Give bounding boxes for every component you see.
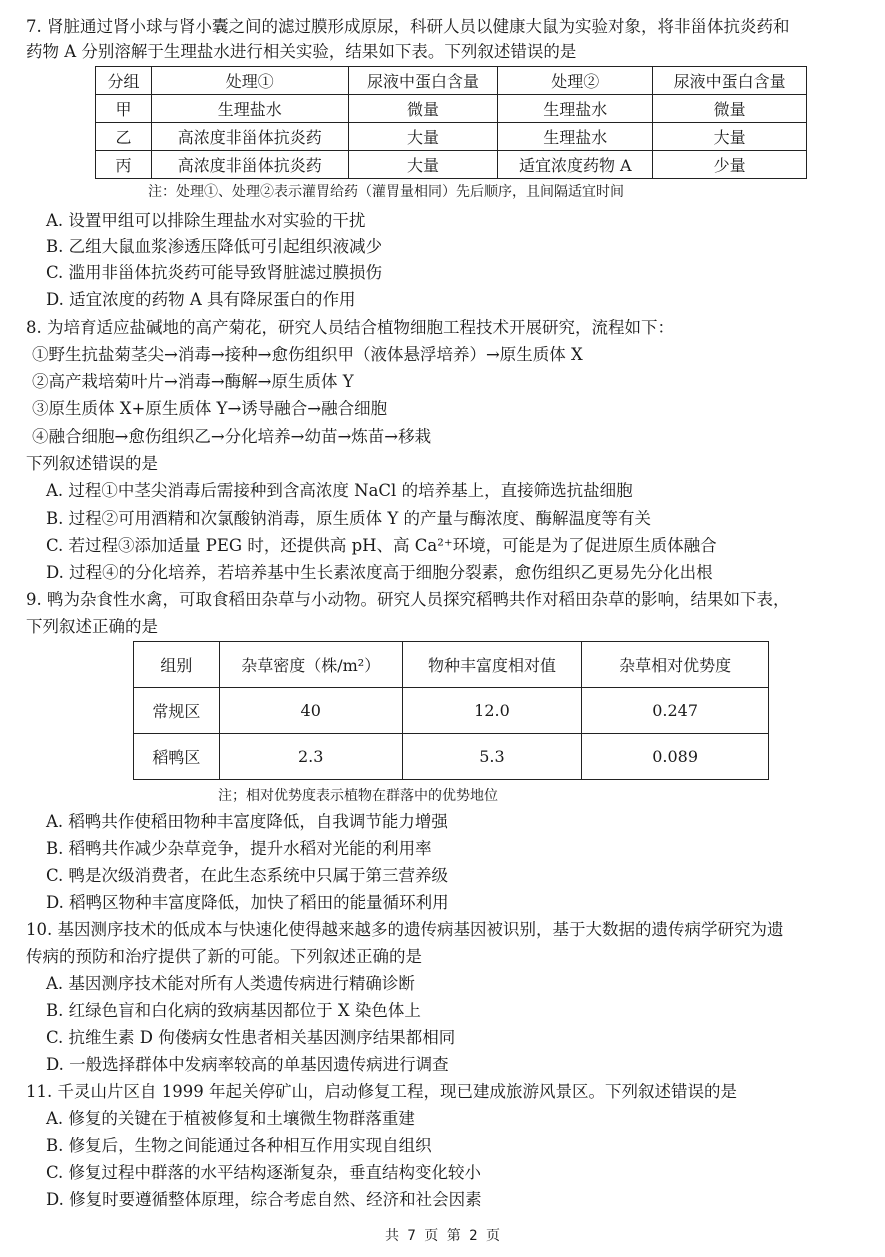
q9-stem-line2: 下列叙述正确的是 [26,617,158,636]
q11-stem: 11. 千灵山片区自 1999 年起关停矿山，启动修复工程，现已建成旅游风景区。下列叙述错误的是 [26,1082,737,1101]
table-cell: 少量 [653,151,807,179]
q9-option-a: A. 稻鸭共作使稻田物种丰富度降低，自我调节能力增强 [46,812,448,831]
table-cell: 大量 [653,123,807,151]
table-cell: 高浓度非甾体抗炎药 [151,123,348,151]
table-cell: 5.3 [402,734,582,780]
q8-step-4: ④融合细胞→愈伤组织乙→分化培养→幼苗→炼苗→移栽 [32,427,432,446]
page-footer: 共 7 页 第 2 页 [384,1228,500,1244]
table-header-cell: 物种丰富度相对值 [402,642,582,688]
table-cell: 0.247 [582,688,769,734]
table-row [96,151,807,179]
table-cell: 微量 [653,95,807,123]
q8-stem: 8. 为培育适应盐碱地的高产菊花，研究人员结合植物细胞工程技术开展研究，流程如下： [26,318,674,337]
table-header-cell: 组别 [134,642,220,688]
q8-option-a: A. 过程①中茎尖消毒后需接种到含高浓度 NaCl 的培养基上，直接筛选抗盐细胞 [46,481,633,500]
table-header-cell: 杂草相对优势度 [582,642,769,688]
table-header-cell: 杂草密度（株/m²） [219,642,402,688]
q11-option-a: A. 修复的关键在于植被修复和土壤微生物群落重建 [46,1109,415,1128]
q10-option-a: A. 基因测序技术能对所有人类遗传病进行精确诊断 [46,974,415,993]
q10-option-b: B. 红绿色盲和白化病的致病基因都位于 X 染色体上 [46,1001,421,1020]
table-cell: 40 [219,688,402,734]
table-cell: 微量 [348,95,498,123]
q11-option-b: B. 修复后，生物之间能通过各种相互作用实现自组织 [46,1136,432,1155]
q8-option-d: D. 过程④的分化培养，若培养基中生长素浓度高于细胞分裂素，愈伤组织乙更易先分化出根 [46,563,713,582]
table-cell: 常规区 [134,688,220,734]
table-header-cell: 尿液中蛋白含量 [348,67,498,95]
table-cell: 2.3 [219,734,402,780]
q11-option-d: D. 修复时要遵循整体原理，综合考虑自然、经济和社会因素 [46,1190,482,1209]
table-header-cell: 处理① [151,67,348,95]
q8-question: 下列叙述错误的是 [26,454,158,473]
q9-table-note: 注；相对优势度表示植物在群落中的优势地位 [218,788,498,804]
table-cell: 稻鸭区 [134,734,220,780]
table-cell: 高浓度非甾体抗炎药 [151,151,348,179]
q7-stem-line1: 7. 肾脏通过肾小球与肾小囊之间的滤过膜形成原尿，科研人员以健康大鼠为实验对象，将非甾体抗炎药和 [26,17,790,36]
q7-option-d: D. 适宜浓度的药物 A 具有降尿蛋白的作用 [46,290,356,309]
q9-table [133,641,769,780]
table-cell: 0.089 [582,734,769,780]
q10-stem-line2: 传病的预防和治疗提供了新的可能。下列叙述正确的是 [26,947,422,966]
q10-option-d: D. 一般选择群体中发病率较高的单基因遗传病进行调查 [46,1055,449,1074]
q7-table-note: 注：处理①、处理②表示灌胃给药（灌胃量相同）先后顺序，且间隔适宜时间 [148,184,624,200]
table-header-cell: 处理② [498,67,653,95]
q7-option-c: C. 滥用非甾体抗炎药可能导致肾脏滤过膜损伤 [46,263,383,282]
table-cell: 大量 [348,123,498,151]
table-cell: 12.0 [402,688,582,734]
q9-option-d: D. 稻鸭区物种丰富度降低，加快了稻田的能量循环利用 [46,893,449,912]
q7-table [95,66,807,179]
table-header-row [134,642,769,688]
table-row [96,95,807,123]
q7-option-b: B. 乙组大鼠血浆渗透压降低可引起组织液减少 [46,237,383,256]
table-cell: 乙 [96,123,152,151]
q11-option-c: C. 修复过程中群落的水平结构逐渐复杂，垂直结构变化较小 [46,1163,482,1182]
table-cell: 适宜浓度药物 A [498,151,653,179]
table-cell: 甲 [96,95,152,123]
q9-option-b: B. 稻鸭共作减少杂草竞争，提升水稻对光能的利用率 [46,839,432,858]
table-cell: 大量 [348,151,498,179]
table-cell: 生理盐水 [151,95,348,123]
table-cell: 生理盐水 [498,95,653,123]
table-header-cell: 分组 [96,67,152,95]
q8-step-1: ①野生抗盐菊茎尖→消毒→接种→愈伤组织甲（液体悬浮培养）→原生质体 X [32,345,583,364]
table-row [134,688,769,734]
table-row [96,123,807,151]
q9-stem-line1: 9. 鸭为杂食性水禽，可取食稻田杂草与小动物。研究人员探究稻鸭共作对稻田杂草的影响，结果如下表， [26,590,790,609]
q8-option-c: C. 若过程③添加适量 PEG 时，还提供高 pH、高 Ca²⁺环境，可能是为了促进原生质体融合 [46,536,717,555]
table-header-row [96,67,807,95]
table-header-cell: 尿液中蛋白含量 [653,67,807,95]
q8-step-3: ③原生质体 X+原生质体 Y→诱导融合→融合细胞 [32,399,388,418]
q7-stem-line2: 药物 A 分别溶解于生理盐水进行相关实验，结果如下表。下列叙述错误的是 [26,42,577,61]
q8-option-b: B. 过程②可用酒精和次氯酸钠消毒，原生质体 Y 的产量与酶浓度、酶解温度等有关 [46,509,651,528]
q9-option-c: C. 鸭是次级消费者，在此生态系统中只属于第三营养级 [46,866,449,885]
table-cell: 丙 [96,151,152,179]
q10-option-c: C. 抗维生素 D 佝偻病女性患者相关基因测序结果都相同 [46,1028,456,1047]
table-cell: 生理盐水 [498,123,653,151]
q8-step-2: ②高产栽培菊叶片→消毒→酶解→原生质体 Y [32,372,354,391]
table-row [134,734,769,780]
q7-option-a: A. 设置甲组可以排除生理盐水对实验的干扰 [46,211,366,230]
q10-stem-line1: 10. 基因测序技术的低成本与快速化使得越来越多的遗传病基因被识别，基于大数据的遗传病学研究为遗 [26,920,784,939]
